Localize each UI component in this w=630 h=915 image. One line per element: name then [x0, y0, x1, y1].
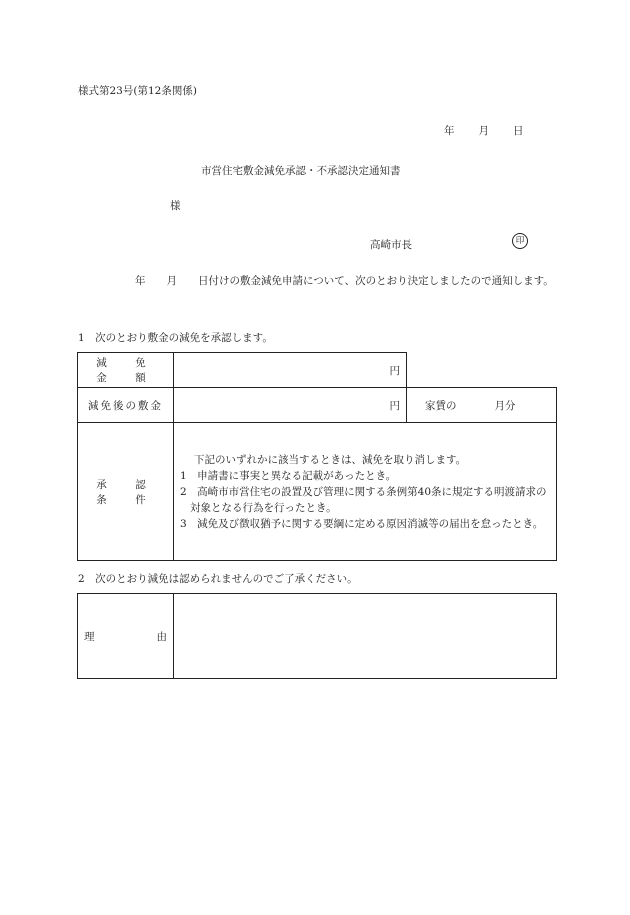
seal-mark: 印	[512, 233, 528, 249]
condition-item: 1 申請書に事実と異なる記載があったとき。	[180, 469, 397, 482]
condition-item: 3 減免及び徴収猶予に関する要綱に定める原因消滅等の届出を怠ったとき。	[180, 517, 544, 530]
date-month-label: 月	[478, 125, 489, 137]
reason-label	[78, 594, 174, 679]
rent-cell	[407, 388, 557, 423]
addressee-suffix: 様	[170, 200, 181, 212]
condition-text	[174, 423, 557, 561]
date-line	[444, 123, 524, 138]
condition-label: 承 認 条 件	[78, 423, 174, 561]
reason-label-right: 由	[156, 630, 167, 643]
after-label: 減免後の敷金	[78, 388, 174, 423]
reason-label-left: 理	[84, 630, 95, 643]
condition-item: 2 高崎市市営住宅の設置及び管理に関する条例第40条に規定する明渡請求の対象となる行為を行ったとき。	[180, 485, 547, 514]
condition-intro: 下記のいずれかに該当するときは、減免を取り消します。	[194, 453, 467, 466]
reason-table	[77, 593, 557, 679]
section1-heading: 1 次のとおり敷金の減免を承認します。	[78, 332, 273, 344]
form-number: 様式第23号(第12条関係)	[78, 85, 197, 97]
body-paragraph: 年 月 日付けの敷金減免申請について、次のとおり決定しましたので通知します。	[135, 275, 554, 287]
after-value: 円	[174, 388, 407, 423]
amount-label: 減 免 金 額	[78, 353, 174, 388]
body-text	[78, 272, 554, 291]
reason-value	[174, 594, 557, 679]
amount-spacer	[407, 353, 557, 388]
amount-value: 円	[174, 353, 407, 388]
date-year-label: 年	[444, 125, 455, 137]
rent-label: 家賃の	[425, 399, 457, 412]
section2-heading: 2 次のとおり減免は認められませんのでご了承ください。	[78, 573, 358, 585]
rent-unit: 月分	[494, 399, 516, 412]
issuer-name: 高崎市長	[370, 239, 412, 251]
document-title: 市営住宅敷金減免承認・不承認決定通知書	[201, 165, 401, 177]
approval-table	[77, 352, 557, 561]
date-day-label: 日	[513, 125, 524, 137]
